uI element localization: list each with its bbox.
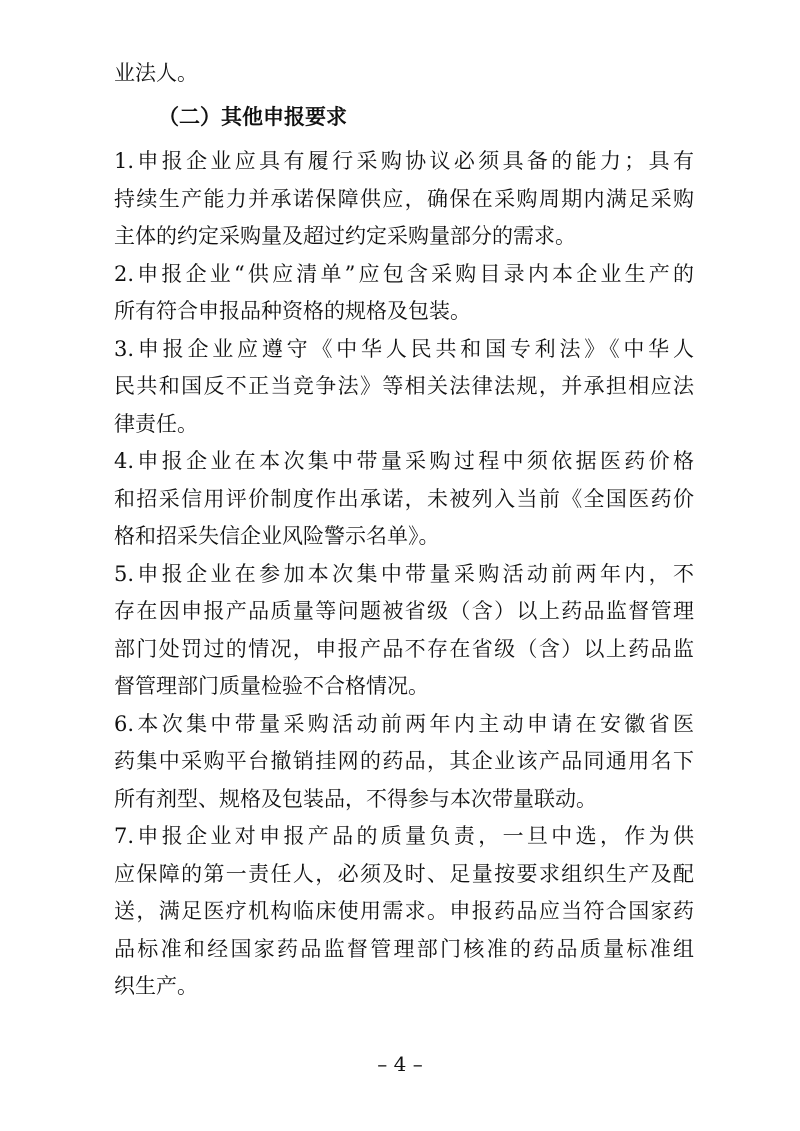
paragraph-line: 律责任。 xyxy=(114,412,198,436)
paragraph-line: 送，满足医疗机构临床使用需求。申报药品应当符合国家药 xyxy=(114,899,694,923)
paragraph-line: 药集中采购平台撤销挂网的药品，其企业该产品同通用名下 xyxy=(114,749,694,773)
paragraph-line: 部门处罚过的情况，申报产品不存在省级（含）以上药品监 xyxy=(114,637,694,661)
paragraph-line: 3.申报企业应遵守《中华人民共和国专利法》《中华人 xyxy=(114,337,694,361)
paragraph-line: 存在因申报产品质量等问题被省级（含）以上药品监督管理 xyxy=(114,599,694,623)
page-number: – 4 – xyxy=(377,1052,423,1076)
paragraph-line: 主体的约定采购量及超过约定采购量部分的需求。 xyxy=(114,224,576,248)
paragraph-line: 7.申报企业对申报产品的质量负责，一旦中选，作为供 xyxy=(114,824,694,848)
paragraph-line: 民共和国反不正当竞争法》等相关法律法规，并承担相应法 xyxy=(114,374,694,398)
paragraph-line: 4.申报企业在本次集中带量采购过程中须依据医药价格 xyxy=(114,449,694,473)
paragraph-line: 应保障的第一责任人，必须及时、足量按要求组织生产及配 xyxy=(114,862,694,886)
paragraph-line: 品标准和经国家药品监督管理部门核准的药品质量标准组 xyxy=(114,937,694,961)
paragraph-line: 2.申报企业“供应清单”应包含采购目录内本企业生产的 xyxy=(114,262,694,286)
paragraph-line: 1.申报企业应具有履行采购协议必须具备的能力；具有 xyxy=(114,149,694,173)
paragraph-line: 格和招采失信企业风险警示名单》。 xyxy=(114,524,440,548)
paragraph-line: 5.申报企业在参加本次集中带量采购活动前两年内，不 xyxy=(114,562,694,586)
paragraph-line: 督管理部门质量检验不合格情况。 xyxy=(114,674,429,698)
lead-line: 业法人。 xyxy=(114,61,198,85)
paragraph-line: 所有符合申报品种资格的规格及包装。 xyxy=(114,299,471,323)
section-heading: （二）其他申报要求 xyxy=(158,104,347,129)
paragraph-line: 和招采信用评价制度作出承诺，未被列入当前《全国医药价 xyxy=(114,487,694,511)
paragraph-line: 所有剂型、规格及包装品，不得参与本次带量联动。 xyxy=(114,787,597,811)
paragraph-line: 持续生产能力并承诺保障供应，确保在采购周期内满足采购 xyxy=(114,187,694,211)
paragraph-line: 6.本次集中带量采购活动前两年内主动申请在安徽省医 xyxy=(114,712,694,736)
paragraph-line: 织生产。 xyxy=(114,974,198,998)
